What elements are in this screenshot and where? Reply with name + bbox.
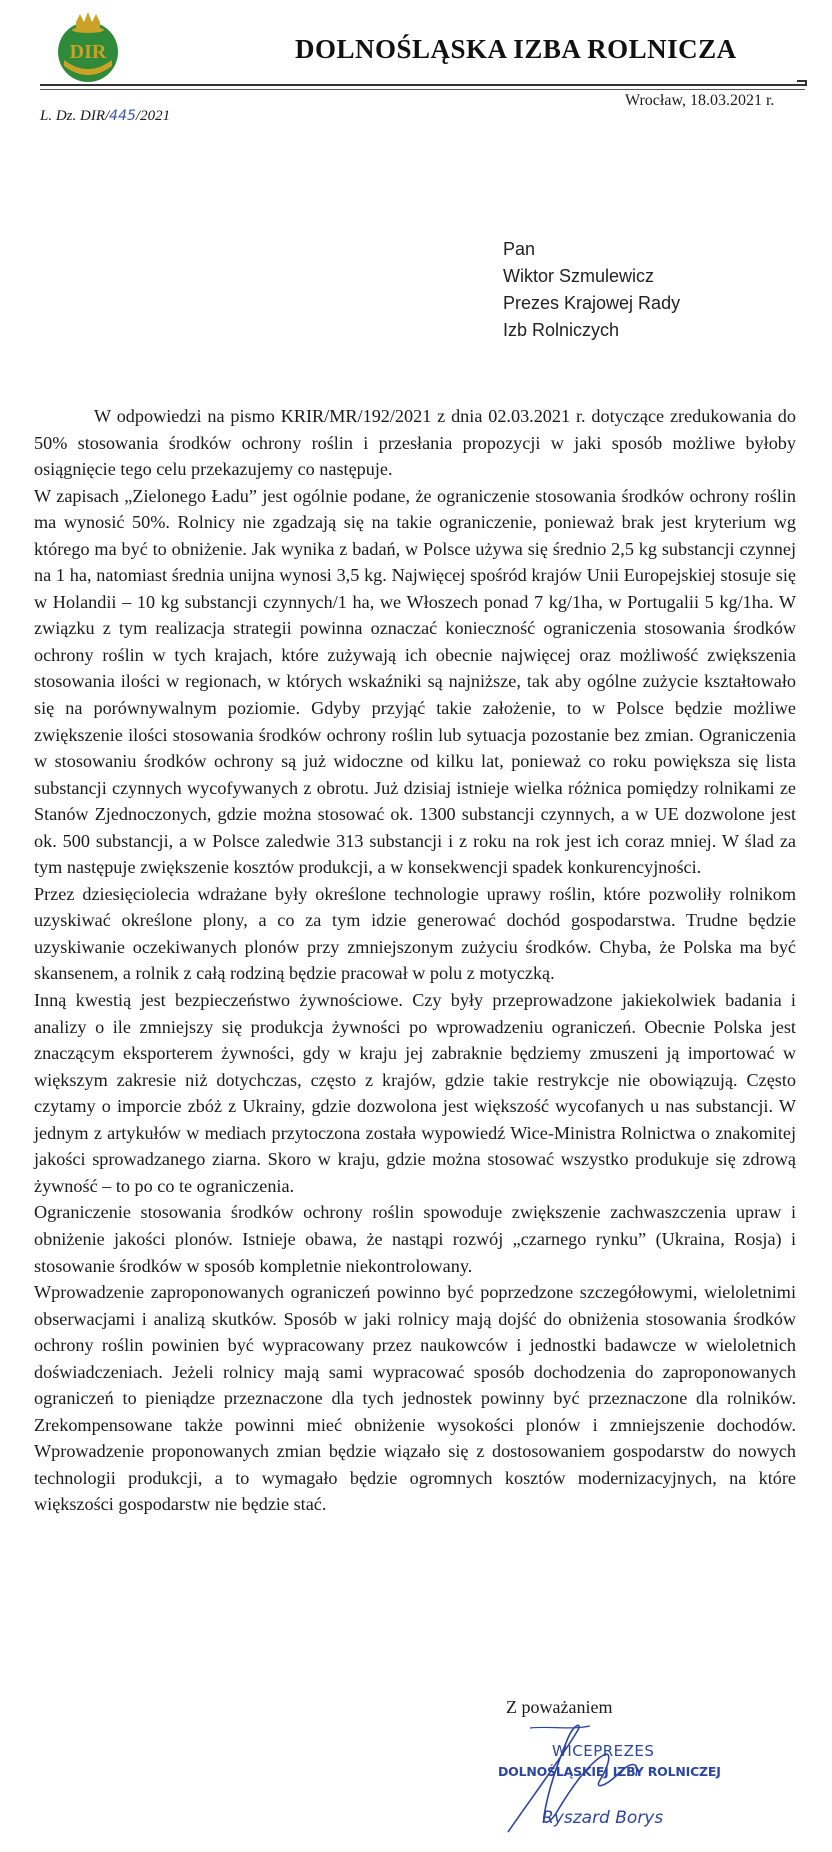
reference-number [40,108,170,125]
logo-text: DIR [69,41,107,63]
recipient-line: Izb Rolniczych [503,320,620,340]
stamp-org: DOLNOŚLĄSKIEJ IZBY ROLNICZEJ [498,1764,721,1779]
header-rule [40,84,805,86]
body-paragraph: W zapisach „Zielonego Ładu” jest ogólnie podane, że ograniczenie stosowania środków ochrony roślin ma wynosić 50%. Rolnicy nie zgadzają się na takie ograniczenie, ponieważ brak jest kryterium wg którego ma być to obniżenie. Jak wynika z badań, w Polsce używa się średnio 2,5 kg substancji czynnej na 1 ha, natomiast średnia unijna wynosi 3,5 kg. Najwięcej spośród krajów Unii Europejskiej stosuje się w Holandii – 10 kg substancji czynnych/1 ha, we Włoszech ponad 7 kg/1ha, w Portugalii 5 kg/1ha. W związku z tym realizacja strategii powinna oznaczać konieczność ograniczenia stosowania środków ochrony roślin w tych krajach, które zużywają ich obecnie najwięcej oraz możliwość zwiększenia stosowania ilości w regionach, w których wskaźniki są najniższe, tak aby ogólne zużycie kształtowało się na porównywalnym poziomie. Gdyby przyjąć takie założenie, to w Polsce będzie możliwe zwiększenie ilości stosowania środków ochrony roślin lub sytuacja pozostanie bez zmian. Ograniczenia w stosowaniu środków ochrony są już widoczne od kilku lat, ponieważ co roku powiększa się lista substancji czynnych wycofywanych z obrotu. Już dzisiaj istnieje wielka różnica pomiędzy rolnikami ze Stanów Zjednoczonych, gdzie można stosować ok. 1300 substancji czynnych, a w UE dozwolone jest ok. 500 substancji, a w Polsce zaledwie 313 substancji i z roku na rok jest ich coraz mniej. W ślad za tym następuje zwiększenie kosztów produkcji, a w konsekwencji spadek konkurencyjności. [34,485,796,878]
recipient-line: Prezes Krajowej Rady [503,293,681,313]
signature-block [490,1720,770,1840]
ref-prefix: L. Dz. DIR/ [40,108,110,124]
place-date: Wrocław, 18.03.2021 r. [625,92,775,109]
recipient-line: Wiktor Szmulewicz [503,266,655,286]
letter-body [34,403,796,1518]
body-paragraph: Ograniczenie stosowania środków ochrony roślin spowoduje zwiększenie zachwaszczenia upraw i obniżenie jakości plonów. Istnieje obawa, że nastąpi rozwój „czarnego rynku” (Ukraina, Rosja) i stosowanie środków w sposób kompletnie niekontrolowany. [34,1202,796,1276]
header-rule-thin [40,89,805,90]
dir-logo [50,8,126,84]
signer-name: Ryszard Borys [542,1808,664,1828]
ref-suffix: /2021 [135,108,171,124]
body-paragraph: W odpowiedzi na pismo KRIR/MR/192/2021 z dnia 02.03.2021 r. dotyczące zredukowania do 50% stosowania środków ochrony roślin i przesłania propozycji w jaki sposób możliwe byłoby osiągnięcie tego celu przekazujemy co następuje. [34,406,796,480]
recipient-block [503,236,680,344]
closing-salutation: Z poważaniem [506,1697,613,1717]
body-paragraph: Inną kwestią jest bezpieczeństwo żywnościowe. Czy były przeprowadzone jakiekolwiek badania i analizy o ile zmniejszy się produkcja żywności po wprowadzeniu ograniczeń. Obecnie Polska jest znaczącym eksporterem żywności, gdy w kraju jej zabraknie będziemy zmuszeni ją importować w większym zakresie niż dotychczas, często z krajów, gdzie takie restrykcje nie obowiązują. Często czytamy o imporcie zbóż z Ukrainy, gdzie dozwolona jest większość wycofanych u nas substancji. W jednym z artykułów w mediach przytoczona została wypowiedź Wice-Ministra Rolnictwa o znakomitej jakości sprowadzanego ziarna. Skoro w kraju, gdzie można stosować wszystko produkuje się zdrową żywność – to po co te ograniczenia. [34,990,796,1196]
org-name: DOLNOŚLĄSKA IZBA ROLNICZA [295,34,737,64]
body-paragraph: Wprowadzenie zaproponowanych ograniczeń powinno być poprzedzone szczegółowymi, wieloletnimi obserwacjami i analizą skutków. Sposób w jaki rolnicy mają dojść do obniżenia stosowania środków ochrony roślin powinien być wypracowany przez naukowców i jednostki badawcze w wieloletnich doświadczeniach. Jeżeli rolnicy mają sami wypracować sposób dochodzenia do zaproponowanych ograniczeń to pieniądze przeznaczone dla tych jednostek powinny być przeznaczone dla rolników. Zrekompensowane także powinni mieć obniżenie wysokości plonów i zmniejszenie dochodów. Wprowadzenie proponowanych zmian będzie wiązało się z dostosowaniem gospodarstw do nowych technologii produkcji, a to wymagało będzie ogromnych kosztów modernizacyjnych, na które większości gospodarstw nie będzie stać. [34,1282,796,1515]
stamp-title: WICEPREZES [552,1742,655,1760]
header-rule-end [797,80,807,86]
ref-number: 445 [109,108,136,124]
body-paragraph: Przez dziesięciolecia wdrażane były określone technologie uprawy roślin, które pozwoliły rolnikom uzyskiwać określone plony, a co za tym idzie generować dochód gospodarstwa. Trudne będzie uzyskiwanie oczekiwanych plonów przy zmniejszonym zużyciu środków. Chyba, że Polska ma być skansenem, a rolnik z całą rodziną będzie pracował w polu z motyczką. [34,883,796,984]
recipient-line: Pan [503,239,536,259]
handwritten-signature [490,1720,770,1840]
